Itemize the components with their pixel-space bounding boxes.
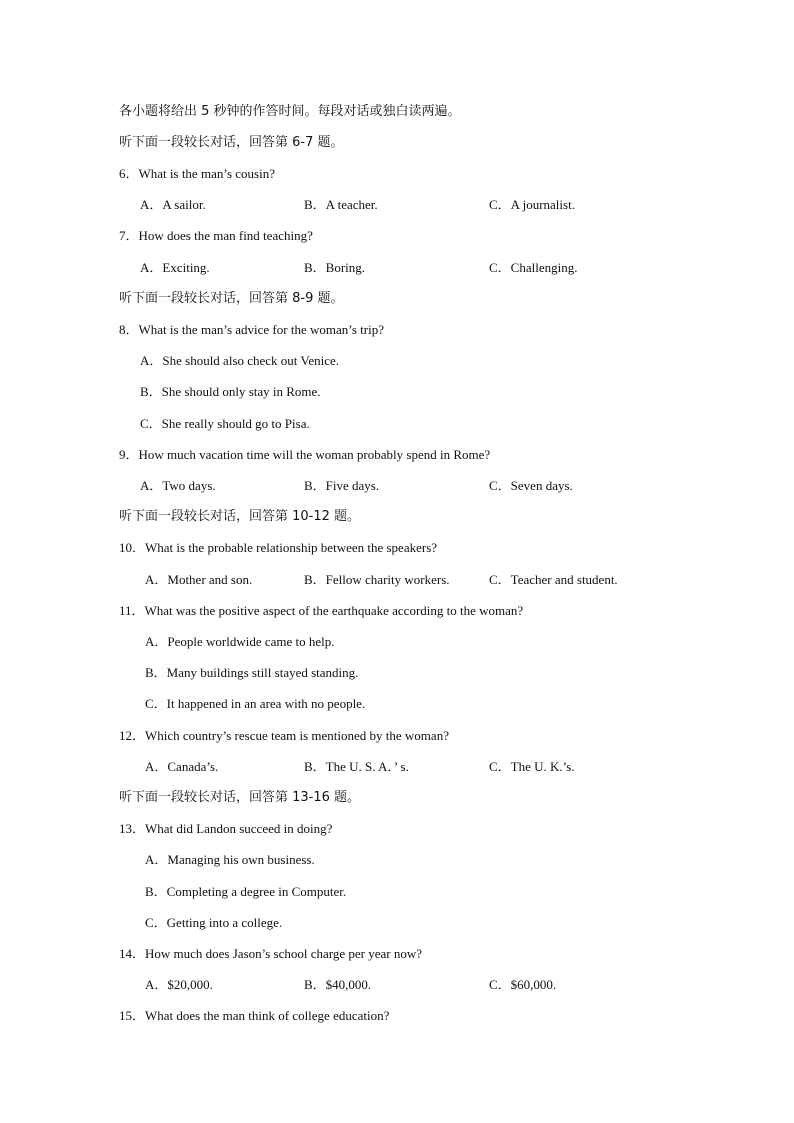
q13-option-b[interactable]: B．Completing a degree in Computer. xyxy=(145,884,347,899)
q9-option-a[interactable]: A．Two days. xyxy=(140,478,216,493)
section-header-8-9: 听下面一段较长对话，回答第 8-9 题。 xyxy=(119,291,344,306)
q12-option-c[interactable]: C．The U. K.’s. xyxy=(489,759,575,774)
q9-option-c[interactable]: C．Seven days. xyxy=(489,478,573,493)
question-14: 14．How much does Jason’s school charge per year now? xyxy=(119,946,423,961)
q14-option-c[interactable]: C．$60,000. xyxy=(489,977,557,992)
question-11: 11．What was the positive aspect of the earthquake according to the woman? xyxy=(119,603,524,618)
q14-option-a[interactable]: A．$20,000. xyxy=(145,977,213,992)
q6-option-a[interactable]: A．A sailor. xyxy=(140,197,206,212)
q8-option-c[interactable]: C．She really should go to Pisa. xyxy=(140,416,310,431)
q6-option-c[interactable]: C．A journalist. xyxy=(489,197,575,212)
q11-option-b[interactable]: B．Many buildings still stayed standing. xyxy=(145,665,359,680)
q9-option-b[interactable]: B．Five days. xyxy=(304,478,380,493)
q6-option-b[interactable]: B．A teacher. xyxy=(304,197,378,212)
question-15: 15．What does the man think of college education? xyxy=(119,1008,390,1023)
q10-option-b[interactable]: B．Fellow charity workers. xyxy=(304,572,450,587)
section-header-13-16: 听下面一段较长对话，回答第 13-16 题。 xyxy=(119,790,361,805)
q10-option-c[interactable]: C．Teacher and student. xyxy=(489,572,618,587)
q8-option-b[interactable]: B．She should only stay in Rome. xyxy=(140,384,321,399)
q12-option-a[interactable]: A．Canada’s. xyxy=(145,759,219,774)
section-header-6-7: 听下面一段较长对话，回答第 6-7 题。 xyxy=(119,135,344,150)
q10-option-a[interactable]: A．Mother and son. xyxy=(145,572,253,587)
question-12: 12．Which country’s rescue team is mentioned by the woman? xyxy=(119,728,449,743)
question-7: 7．How does the man find teaching? xyxy=(119,228,313,243)
listening-instruction: 各小题将给出 5 秒钟的作答时间。每段对话或独白读两遍。 xyxy=(119,104,461,119)
question-13: 13．What did Landon succeed in doing? xyxy=(119,821,333,836)
q8-option-a[interactable]: A．She should also check out Venice. xyxy=(140,353,340,368)
q11-option-a[interactable]: A．People worldwide came to help. xyxy=(145,634,335,649)
question-9: 9．How much vacation time will the woman probably spend in Rome? xyxy=(119,447,491,462)
question-8: 8．What is the man’s advice for the woman’s trip? xyxy=(119,322,384,337)
q7-option-c[interactable]: C．Challenging. xyxy=(489,260,578,275)
q12-option-b[interactable]: B．The U. S. A．’ s. xyxy=(304,759,409,774)
question-10: 10．What is the probable relationship between the speakers? xyxy=(119,540,438,555)
section-header-10-12: 听下面一段较长对话，回答第 10-12 题。 xyxy=(119,509,361,524)
q7-option-b[interactable]: B．Boring. xyxy=(304,260,366,275)
q13-option-a[interactable]: A．Managing his own business. xyxy=(145,852,315,867)
q11-option-c[interactable]: C．It happened in an area with no people. xyxy=(145,696,366,711)
q7-option-a[interactable]: A．Exciting. xyxy=(140,260,210,275)
q14-option-b[interactable]: B．$40,000. xyxy=(304,977,372,992)
q13-option-c[interactable]: C．Getting into a college. xyxy=(145,915,283,930)
question-6: 6．What is the man’s cousin? xyxy=(119,166,275,181)
